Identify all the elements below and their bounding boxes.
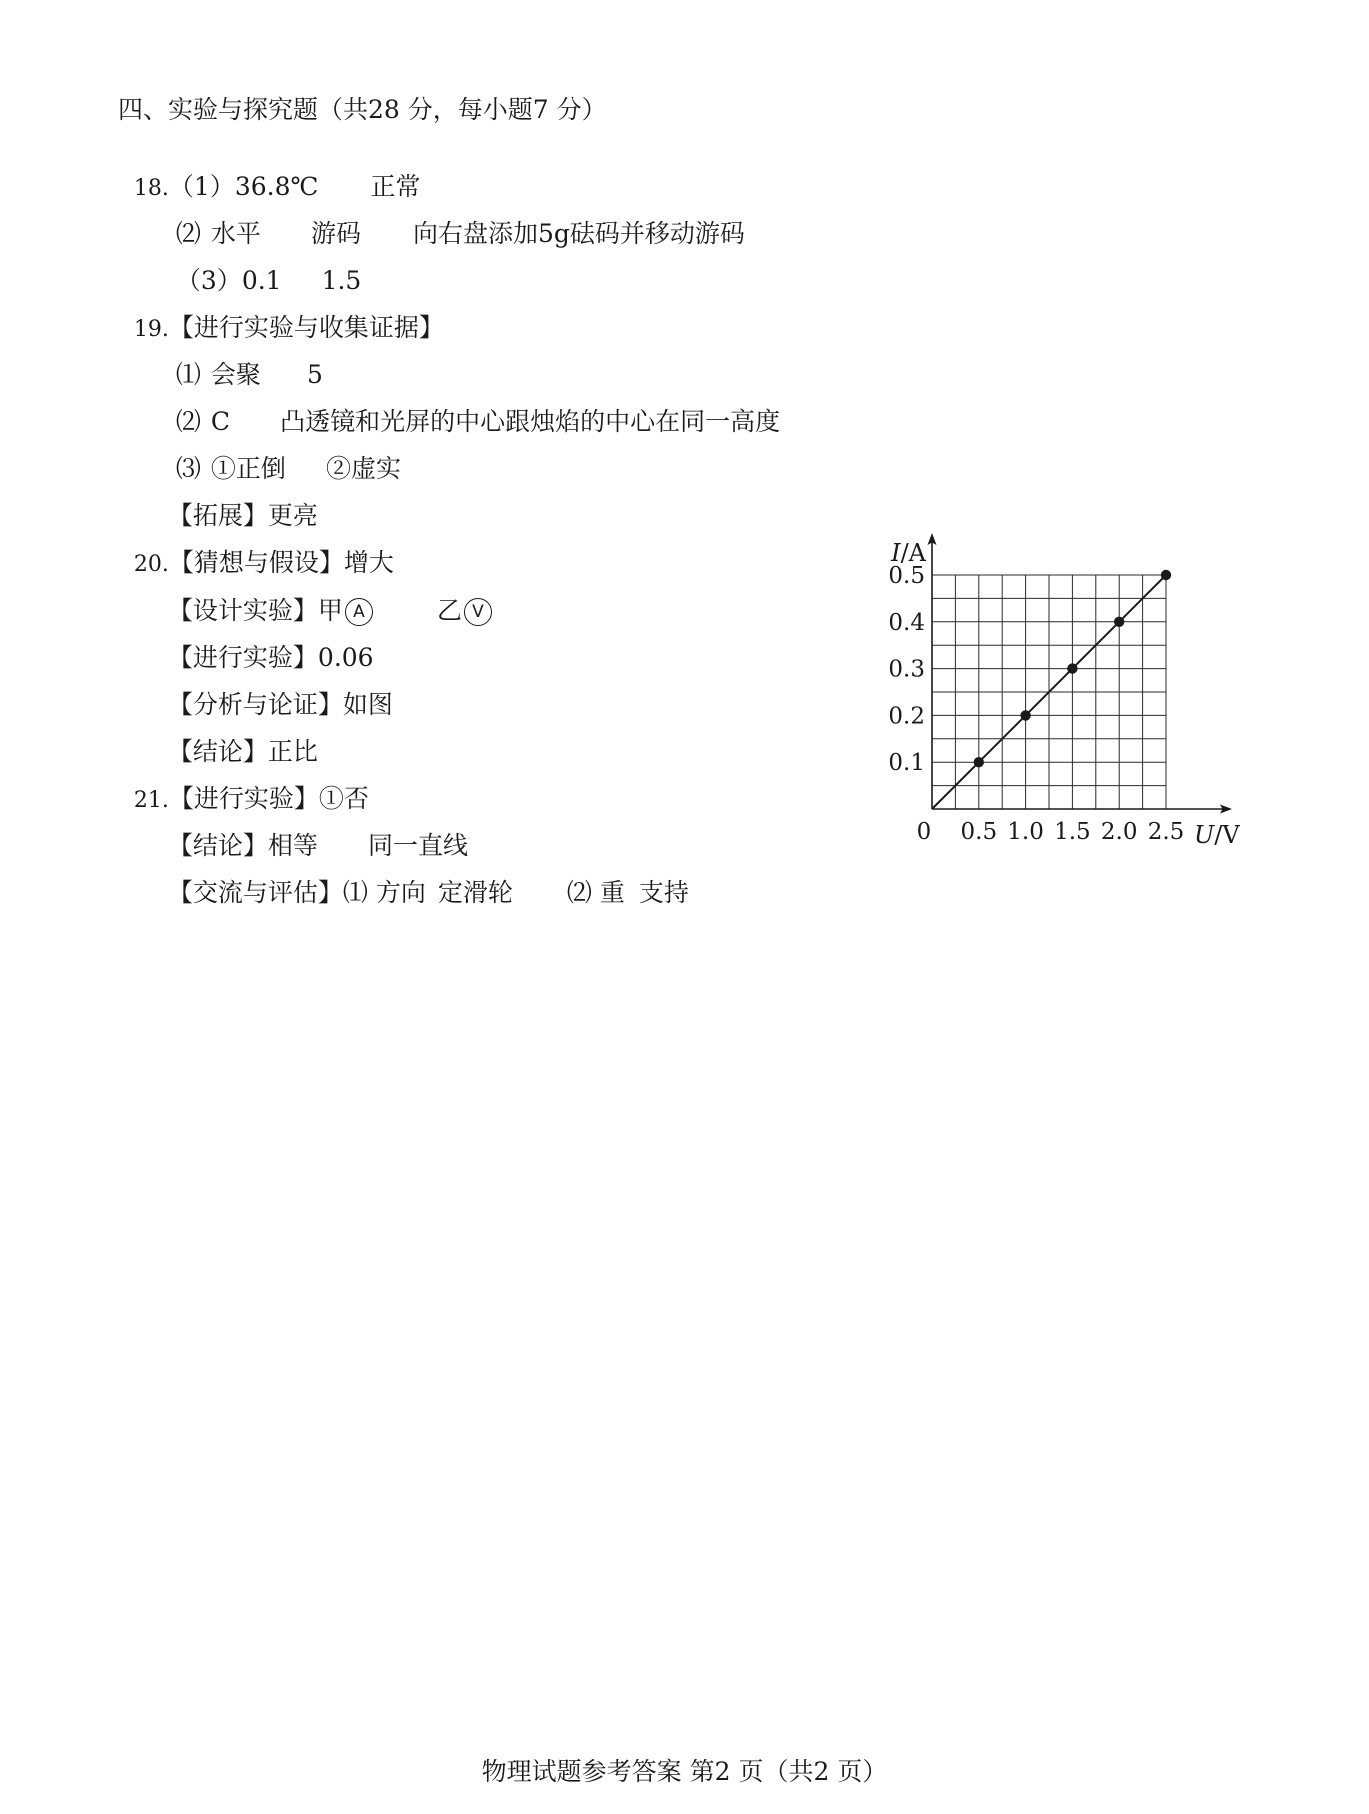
section-tag: 【结论】	[167, 737, 268, 766]
answer-state: 正常	[370, 172, 421, 201]
x-axis-label: U/V	[1194, 821, 1240, 849]
data-point	[1114, 617, 1124, 627]
part-label: ⑴	[175, 360, 201, 389]
answer: 水平	[210, 219, 261, 248]
question-number: 19.	[133, 317, 169, 342]
question-number: 21.	[133, 788, 169, 813]
section-tag: 【结论】	[167, 831, 268, 860]
section-tag: 【拓展】	[167, 501, 268, 530]
answer: 增大	[343, 548, 394, 577]
answer: 1.5	[321, 266, 362, 295]
iv-graph	[880, 520, 1240, 860]
x-tick-label: 2.0	[1100, 819, 1138, 845]
page-footer: 物理试题参考答案 第2 页（共2 页）	[481, 1757, 888, 1786]
q21-evaluation	[152, 848, 689, 908]
section-tag: 【猜想与假设】	[168, 548, 344, 577]
answer: C	[210, 407, 231, 436]
answer: 定滑轮	[437, 878, 513, 907]
section-tag: 【设计实验】	[167, 596, 318, 625]
part-label: （1）	[168, 172, 235, 201]
part-label: ⑵	[175, 407, 201, 436]
answer: 乙	[436, 596, 462, 625]
y-axis-label: I/A	[891, 539, 926, 567]
data-point	[974, 757, 984, 767]
x-tick-label: 1.5	[1054, 819, 1091, 845]
answer: ②虚实	[325, 454, 401, 483]
axis-labels	[888, 539, 1240, 849]
y-tick-label: 0.2	[888, 703, 925, 730]
question-number: 18.	[133, 176, 169, 201]
part-label: （3）	[175, 266, 242, 295]
x-tick-label: 0.5	[960, 819, 998, 845]
answer: 相等	[267, 831, 318, 860]
answer: 游码	[310, 219, 361, 248]
answer: ①否	[318, 784, 369, 813]
ammeter-symbol-icon: A	[345, 598, 373, 626]
section-tag: 【进行实验与收集证据】	[168, 313, 444, 342]
data-point	[1067, 663, 1077, 673]
part-label: ⑵	[175, 219, 201, 248]
answer: 支持	[638, 878, 689, 907]
answer: 如图	[342, 690, 393, 719]
section-title: 四、实验与探究题（共28 分，每小题7 分）	[118, 95, 607, 124]
x-tick-label: 1.0	[1007, 819, 1044, 845]
answer: 凸透镜和光屏的中心跟烛焰的中心在同一高度	[280, 407, 781, 436]
answer: ⑵ 重	[566, 878, 625, 907]
question-number: 20.	[133, 552, 169, 577]
answer: 0.06	[317, 643, 374, 672]
answer: 5	[306, 360, 323, 389]
part-label: ⑶	[175, 454, 201, 483]
answer-temperature: 36.8℃	[234, 172, 319, 201]
data-point	[1020, 710, 1030, 720]
answer: ⑴ 方向	[342, 878, 426, 907]
section-tag: 【进行实验】	[168, 784, 319, 813]
voltmeter-symbol-icon: V	[464, 598, 492, 626]
x-tick-label: 2.5	[1147, 819, 1185, 845]
answer: 会聚	[210, 360, 261, 389]
section-tag: 【分析与论证】	[167, 690, 343, 719]
answer: 0.1	[241, 266, 282, 295]
answer: 更亮	[267, 501, 318, 530]
y-tick-label: 0.4	[888, 609, 925, 636]
answer: 甲	[317, 596, 343, 625]
answer: 向右盘添加5g砝码并移动游码	[412, 219, 745, 248]
answer: 正比	[267, 737, 318, 766]
origin-label: 0	[916, 819, 932, 845]
section-tag: 【交流与评估】	[167, 878, 343, 907]
data-point	[1161, 570, 1171, 580]
y-tick-label: 0.1	[888, 750, 925, 777]
y-tick-label: 0.3	[888, 656, 925, 683]
answer: 同一直线	[367, 831, 468, 860]
section-tag: 【进行实验】	[167, 643, 318, 672]
answer: ①正倒	[210, 454, 286, 483]
y-tick-label: 0.5	[888, 563, 925, 589]
